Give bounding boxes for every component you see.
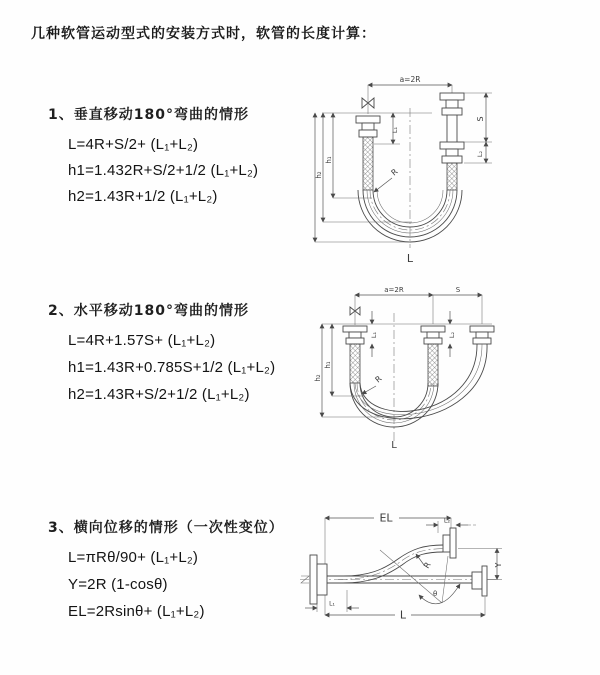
section-3-formula-Y: Y=2R (1-cosθ) [68,576,168,593]
d2-right-fitting [470,326,494,344]
d3-dim-l1-label: L₁ [329,600,335,608]
d2-hose-bend-displaced [350,344,487,419]
d1-dim-l1-label: L₁ [391,126,399,134]
valve-icon [350,305,360,325]
d1-dim-s-l2 [464,93,492,163]
d1-dim-h2-label: h₂ [315,171,323,179]
d1-dim-l2-label: L₂ [476,150,484,158]
d2-radius-leader [362,374,384,394]
section-1-formula-L: L=4R+S/2+ (L₁+L₂) [68,136,199,153]
diagram-horizontal-180-bend [312,283,592,455]
d1-right-fitting [440,93,464,190]
section-2-formula-L: L=4R+1.57S+ (L₁+L₂) [68,332,216,349]
d3-angle-theta [380,550,460,604]
section-1-formula-h1: h1=1.432R+S/2+1/2 (L₁+L₂) [68,162,259,179]
d1-left-fitting [356,116,380,190]
d3-dim-l [325,597,485,622]
d3-radius-label: R [422,560,433,571]
d3-hose-straight [327,576,472,583]
section-1-heading: 1、垂直移动180°弯曲的情形 [48,107,249,123]
d1-dim-s-label: S [476,116,485,122]
diagram-lateral-displacement [298,505,598,655]
section-3-formula-EL: EL=2Rsinθ+ (L₁+L₂) [68,603,205,620]
d1-dim-a2r-label: a=2R [399,75,421,84]
d2-dim-l2-label: L₂ [448,331,456,339]
section-2-formula-h2: h2=1.43R+S/2+1/2 (L₁+L₂) [68,386,250,403]
d3-theta-label: θ [433,590,438,598]
d3-dim-el-label: EL [379,511,393,525]
d2-dim-l2 [448,311,456,357]
section-3-formula-L: L=πRθ/90+ (L₁+L₂) [68,549,199,566]
section-2-formula-h1: h1=1.43R+0.785S+1/2 (L₁+L₂) [68,359,276,376]
d2-dim-l1-label: L₁ [370,331,378,339]
d2-middle-fitting [421,326,445,386]
d2-radius-label: R [373,374,384,385]
page-title: 几种软管运动型式的安装方式时，软管的长度计算： [31,26,376,42]
section-1-formula-h2: h2=1.43R+1/2 (L₁+L₂) [68,188,218,205]
braided-hose-section [428,344,438,386]
d3-dim-el [325,512,451,616]
d3-upper-flange [443,528,456,558]
d1-length-label: L [406,252,414,265]
d3-radius-leader [416,554,433,570]
section-2-heading: 2、水平移动180°弯曲的情形 [48,303,249,319]
d2-dim-a2r-label: a=2R [384,286,404,294]
d2-dim-l1 [370,311,378,357]
d1-radius-label: R [389,167,400,178]
d2-left-fitting [343,326,367,383]
diagram-vertical-180-bend [310,70,592,266]
braided-hose-section [363,137,373,190]
d1-radius-leader [374,167,400,192]
d3-dim-y-label: Y [494,562,503,568]
d2-dim-top [355,286,482,324]
d3-right-flange [472,566,487,596]
d3-centerline [300,576,498,583]
d1-dim-a2r [368,75,452,96]
d3-hose-curved [338,545,450,583]
d2-dim-h1-label: h₁ [324,361,332,369]
d1-dim-h1-label: h₁ [325,156,333,164]
d3-left-flange [310,555,327,604]
section-3-heading: 3、横向位移的情形（一次性变位） [48,520,284,536]
d3-dim-l2-label: L₂ [443,516,451,525]
d3-length-label: L [399,608,407,622]
d2-length-label: L [391,440,397,451]
d2-dim-h2-label: h₂ [314,374,322,382]
braided-hose-section [447,163,457,190]
d2-dim-s-label: S [455,286,461,294]
valve-icon [362,96,374,114]
braided-hose-section [350,344,360,383]
